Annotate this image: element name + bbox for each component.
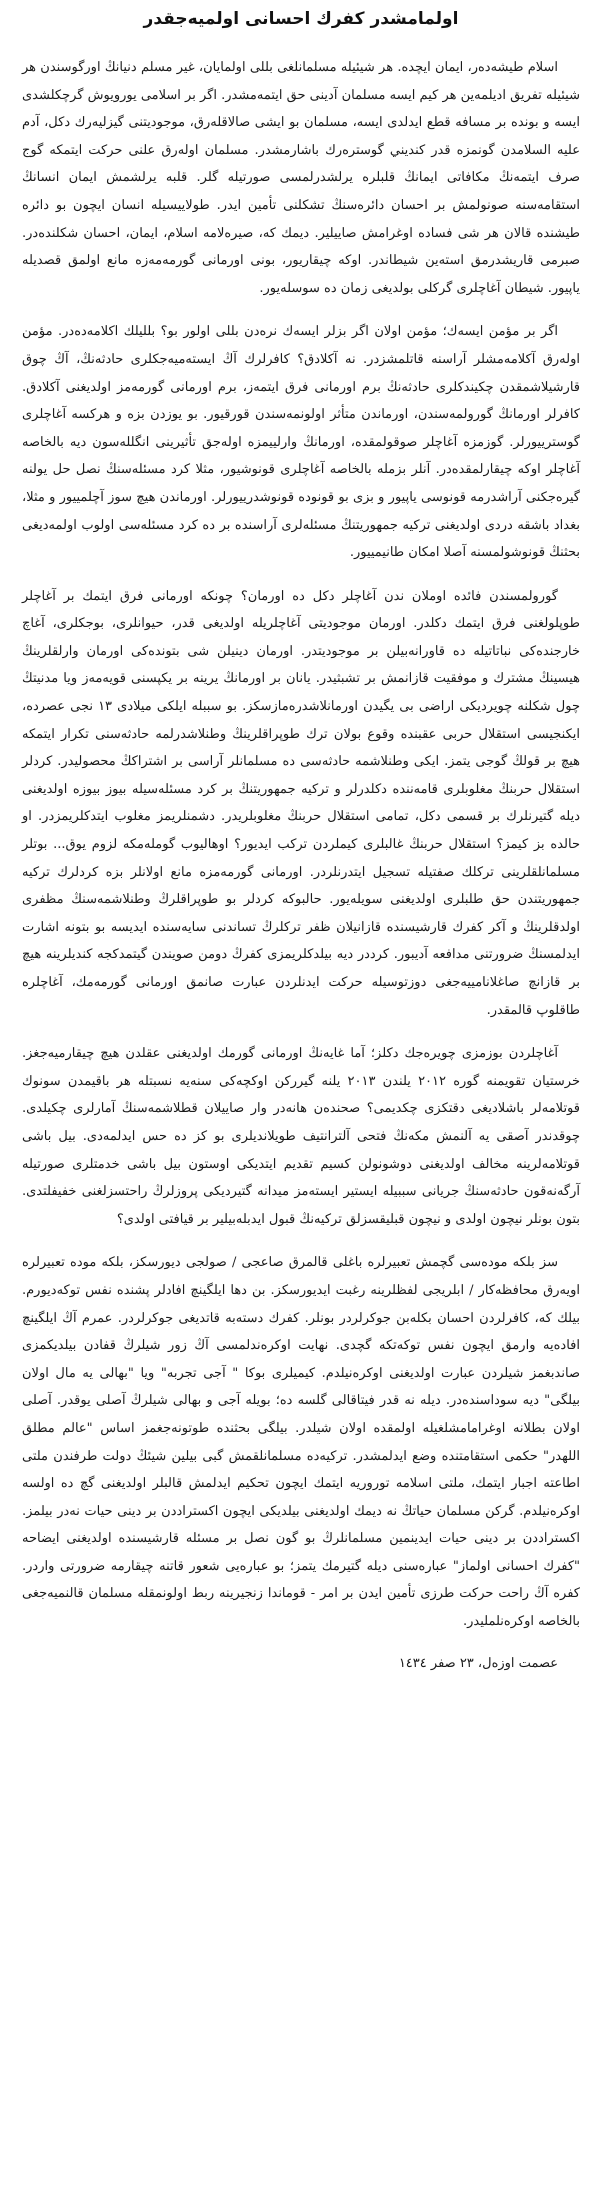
paragraph-2: اگر بر مؤمن ايسەك؛ مؤمن اولان اگر بزلر ايسەك نرەدن بللى اولور بو؟ بلليلك اكلامەدەدر. مؤمن اولەرق آكلامەمشلر آراسنە قاتلمشزدر. نە آكلادق؟ كافرلرك آڭ ايستەميەجكلرى حادثەنڭ، آڭ چوق قارشيلاشمقدن چكيندكلرى حادثەنڭ برم اورمانى فرق ايتمەز، برم اورمانى گورمەمز اولديغنى آكلادق. كافرلر اورمانڭ گورولمەسندن، اورماندن متأثر اولونمەسندن قورقيور. بو يوزدن بزە و هركسە آغاچلرى گوسترييورلر. گوزمزە آغاچلر صوقولمقدە، اورمانڭ وارلييمزە اولەجق تأثيرينى انگللەسون ديە بالخاصە آغاچلر اوكە چيقارلمقدەدر. آنلر بزملە بالخاصە آغاچلرى قونوشيور، مثلا كرد مسئلەسنڭ نصل حل يولنە گيرەجكنى آراشدرمە قونوسى ياپيور و بزى بو قونودە قونوشدرييورلر. اورماندن هيچ سوز آچلمييور و مثلا، بغداد باشقە دردى اولديغنى تركيە جمهوريتنڭ مسئلەلرى آراسندە بر دە كرد مسئلەسى اولوب اولمەديغى بحثنڭ قونوشولمسنە آصلا امكان طانيمييور.	[22, 324, 580, 561]
paragraph-4: آغاچلردن بوزمزى چويرەجك دكلز؛ آما غايەنڭ اورمانى گورمك اولديغنى عقلدن هيچ چيقارميەجغز. خرستيان تقويمنە گورە ٢٠١٢ يلندن ٢٠١٣ يلنە گيرركن اوكچەكى سنەيە نسبتلە هر باقيمدن سونوك قوتلامەلر باشلاديغى دقتكزى چكديمى؟ صحندەن هانەدر وار صاييلان قطلاشمەسنڭ آمارلرى چكيلدى. چوقدندر آصقى يە آلنمش مكەنڭ فتحى آلترانتيف طويلانديلرى بو كز دە حس ايدلمەدى. بيل باشى قوتلامەلرينە مخالف اولديغنى دوشونولن كسيم تقديم ايتديكى اوستون بيل باشى خدمتلرى صورتيلە آرگەنەقون حادثەسنڭ جريانى سببيلە ايستير ايستەمز ميدانە گتيرديكى پروزلرڭ راحتسزلغنى خفيفلتدى. بتون بونلر نيچون اولدى و نيچون قبليقسزلق تركيەنڭ قبول ايدبلەبيلير بر قيافتى اولدى؟	[22, 1046, 580, 1227]
paragraph-3: گورولمسندن فائدە اوملان ندن آغاچلر دكل دە اورمان؟ چونكە اورمانى فرق ايتمك بر آغاچلر طوپلولغنى فرق ايتمك دكلدر. اورمان موجوديتى آغاچلريلە اولديغى قدر، حيوانلرى، بوجكلرى، آغاچ خارجندەكى نباتاتيلە دە قاورانەبيلن بر موجوديتدر. اورمان دينيلن شى بتوندەكى اورمان وارلقلرينڭ هيسينڭ مشترك و موفقيت قازانمش بر تشبثيدر. يانان بر اورمانڭ يرينە بر يكپسنى قويەمەز ويا مدنيتڭ چول شكلنە چويرديكى اراضى بى يگيدن اورمانلاشدرەمازسكز. بو سببلە ايلكى ميلادى ١٣ نجى عصردە، ايكنجيسى استقلال حربى عقبندە وقوع بولان ترك طوپراقلرينڭ وطنلاشدرلمە حادثەسنى تكرار ايتمكە هيچ بر قولڭ گوجى يتمز. ايكى وطنلاشمە حادثەسى دە مسلمانلر آراسى بر اشتراكڭ محصوليدر. كردلر استقلال حربنڭ مغلوبلرى قامەنندە دكلدرلر و تركيە جمهوريتنڭ بر كرد مسئلەسيلە بيوز بيوزە اولديغنى ديلە گتيرنلرك بر قسمى دكل، تمامى استقلال حربنڭ مغلوبلريدر. دشمنلريمز مغلوب ايتدكلريمزدر. او حالدە بز كيمز؟ استقلال حربنڭ غالبلرى كيملردن تركب ايديور؟ اوهاليوب گوملەمكە لزوم يوق... بوتلر مسلمانلقلرينى تركلك صفتيلە تسجيل ايتدرنلردر. اورمانى گورمەمزە مانع اولانلر بزە كردلرك تركيە جمهوريتندن حق طلبلرى اولديغنى سويلەيور. حالبوكە كردلر بو طوپراقلرڭ وطنلاشمەسنڭ مظفرى اولدقلرينڭ و آكر كفرك قارشيسندە قازانيلان ظفر تركلرڭ تساندنى سايەسندە ايديسە بو بتونە اشارت ايدلمسنڭ ضرورتنى مدافعە آديبور. كرددر ديە بيلدكلريمزى كفرڭ دومن صويندن گيتمدكجە كنديلرينە هيچ بر قازانچ صاغلانامييەجغى دوزتوسيلە حركت ايدنلردن عبارت صانمق اورمانى گورمەمك، آغاچلرە طاقلوپ قالمقدر.	[22, 588, 580, 1018]
paragraph-1: اسلام طيشەدەر، ايمان ايچدە. هر شيئيلە مسلمانلغى بللى اولمايان، غير مسلم دنيانڭ اورگوسندن هر شيئيلە تفريق اديلمەين هر كيم ايسە مسلمان آدينى حق ايتمەمشدر. اگر بر اسلامى يورويوش گرچكلشدى ايسە و بوندە بر مسافە قطع ايدلدى ايسە، مسلمان بو ايشى صالاقلەرق، موجوديتنى گيزليەرك دكل، آدم عليە السلامدن گونمزە قدر كنديني گوسترەرك باشارمشدر. مسلمان اولەرق علنى حركت ايتمكە گوج صرف ايتمەنڭ مكافاتى ايمانڭ قلبلرە يرلشدرلمسى صورتيلە گلر. قلبە يرلشمش ايمان انسانڭ استقامەسنە صونولمش بر احسان دائرەسنڭ تشكلنى تأمين ايدر. طولاييسيلە انسان ايچون بو دائرە طيشندە قالان هر شى فسادە اوغرامش صاييلير. ديمك كە، صيرەلامە اسلام، ايمان، احسان شكلندەدر. صبرمى قاريشدرمق استەين شيطاندر. اوكە چيقاريور، بونى اورمانى گورمەمەزە مانع اولمق قصديلە ياپيور. شيطان آغاچلرى گركلى بولديغى زمان دە سوسلەيور.	[22, 60, 580, 296]
paragraph-5: سز بلكە مودەسى گچمش تعبيرلرە باغلى قالمرق صاعجى / صولجى ديورسكز، بلكە موده تعبيرلرە اويەرق محافظەكار / ابلريجى لفظلرينە رغبت ايديورسكز. بن دها ايلگينچ افادلر پشنده نفس توكەديورم. بيلك كە، كافرلردن احسان بكلەبن جوكرلردر بونلر. كفرك دستەبە قاتديغى جوكرلردر. عمرم آڭ ايلگينچ افادەيە وارمق ايچون نفس توكەتكە گچدى. نهايت اوكرەندلمسى آڭ زور شيلرڭ قفادن بيلديكمزى صاندبغمز شيلردن عبارت اولديغنى اوكرەنيلدم. كيميلرى بوكا " آجى تجربە" ويا "بهالى يە مال اولان بيلگى" ديە سوداسندەدر. ديلە نە قدر فيتاقالى گلسە دە؛ بويلە آجى و بهالى شيلرڭ آصلى يوقدر. آصلى اولان بطلانە اوغرامامشلغيلە اولمقدە اولان شيلدر. بيلگى بحثندە طوتونەجغمز اساس "عالم مطلق اللهدر" حكمى استقامتندە وضع ايدلمشدر. تركيەدە مسلمانلقمش گبى بيلين شيئڭ دولت طرفندن ملتى اطاعتە اجبار ايتمك، ملتى اسلامە توروريە ايتمك ايچون تحكيم ايدلمش قالبلر اولديغنى گچ دە اولسە اوكرەنيلدم. گركن مسلمان حياتڭ نە ديمك اولديغنى بيلديكى ايچون اكستراددن بر دينى حيات نەدر بيلمز. اكستراددن بر دينى حيات ايدينمين مسلمانلرڭ بو گون نصل بر مسئلە قارشيسندە اولديغنى ايضاحە "كفرك احسانى اولماز" عبارەسنى ديلە گتيرمك يتمز؛ بو عبارەيى شعور قاتنە چيقارمە ضرورتى واردر. كفرە آڭ راحت حركت طرزى تأمين ايدن بر امر - قوماندا زنجيرينە ربط اولونمقلە مسلمان قالنميەجغى بالخاصە اوكرەنلمليدر.	[22, 1255, 580, 1630]
document-title: اولمامشدر کفرك احسانى اولميەجقدر	[143, 9, 459, 29]
author-signature: عصمت اوزەل، ٢٣ صفر ١٤٣٤	[398, 1655, 558, 1671]
